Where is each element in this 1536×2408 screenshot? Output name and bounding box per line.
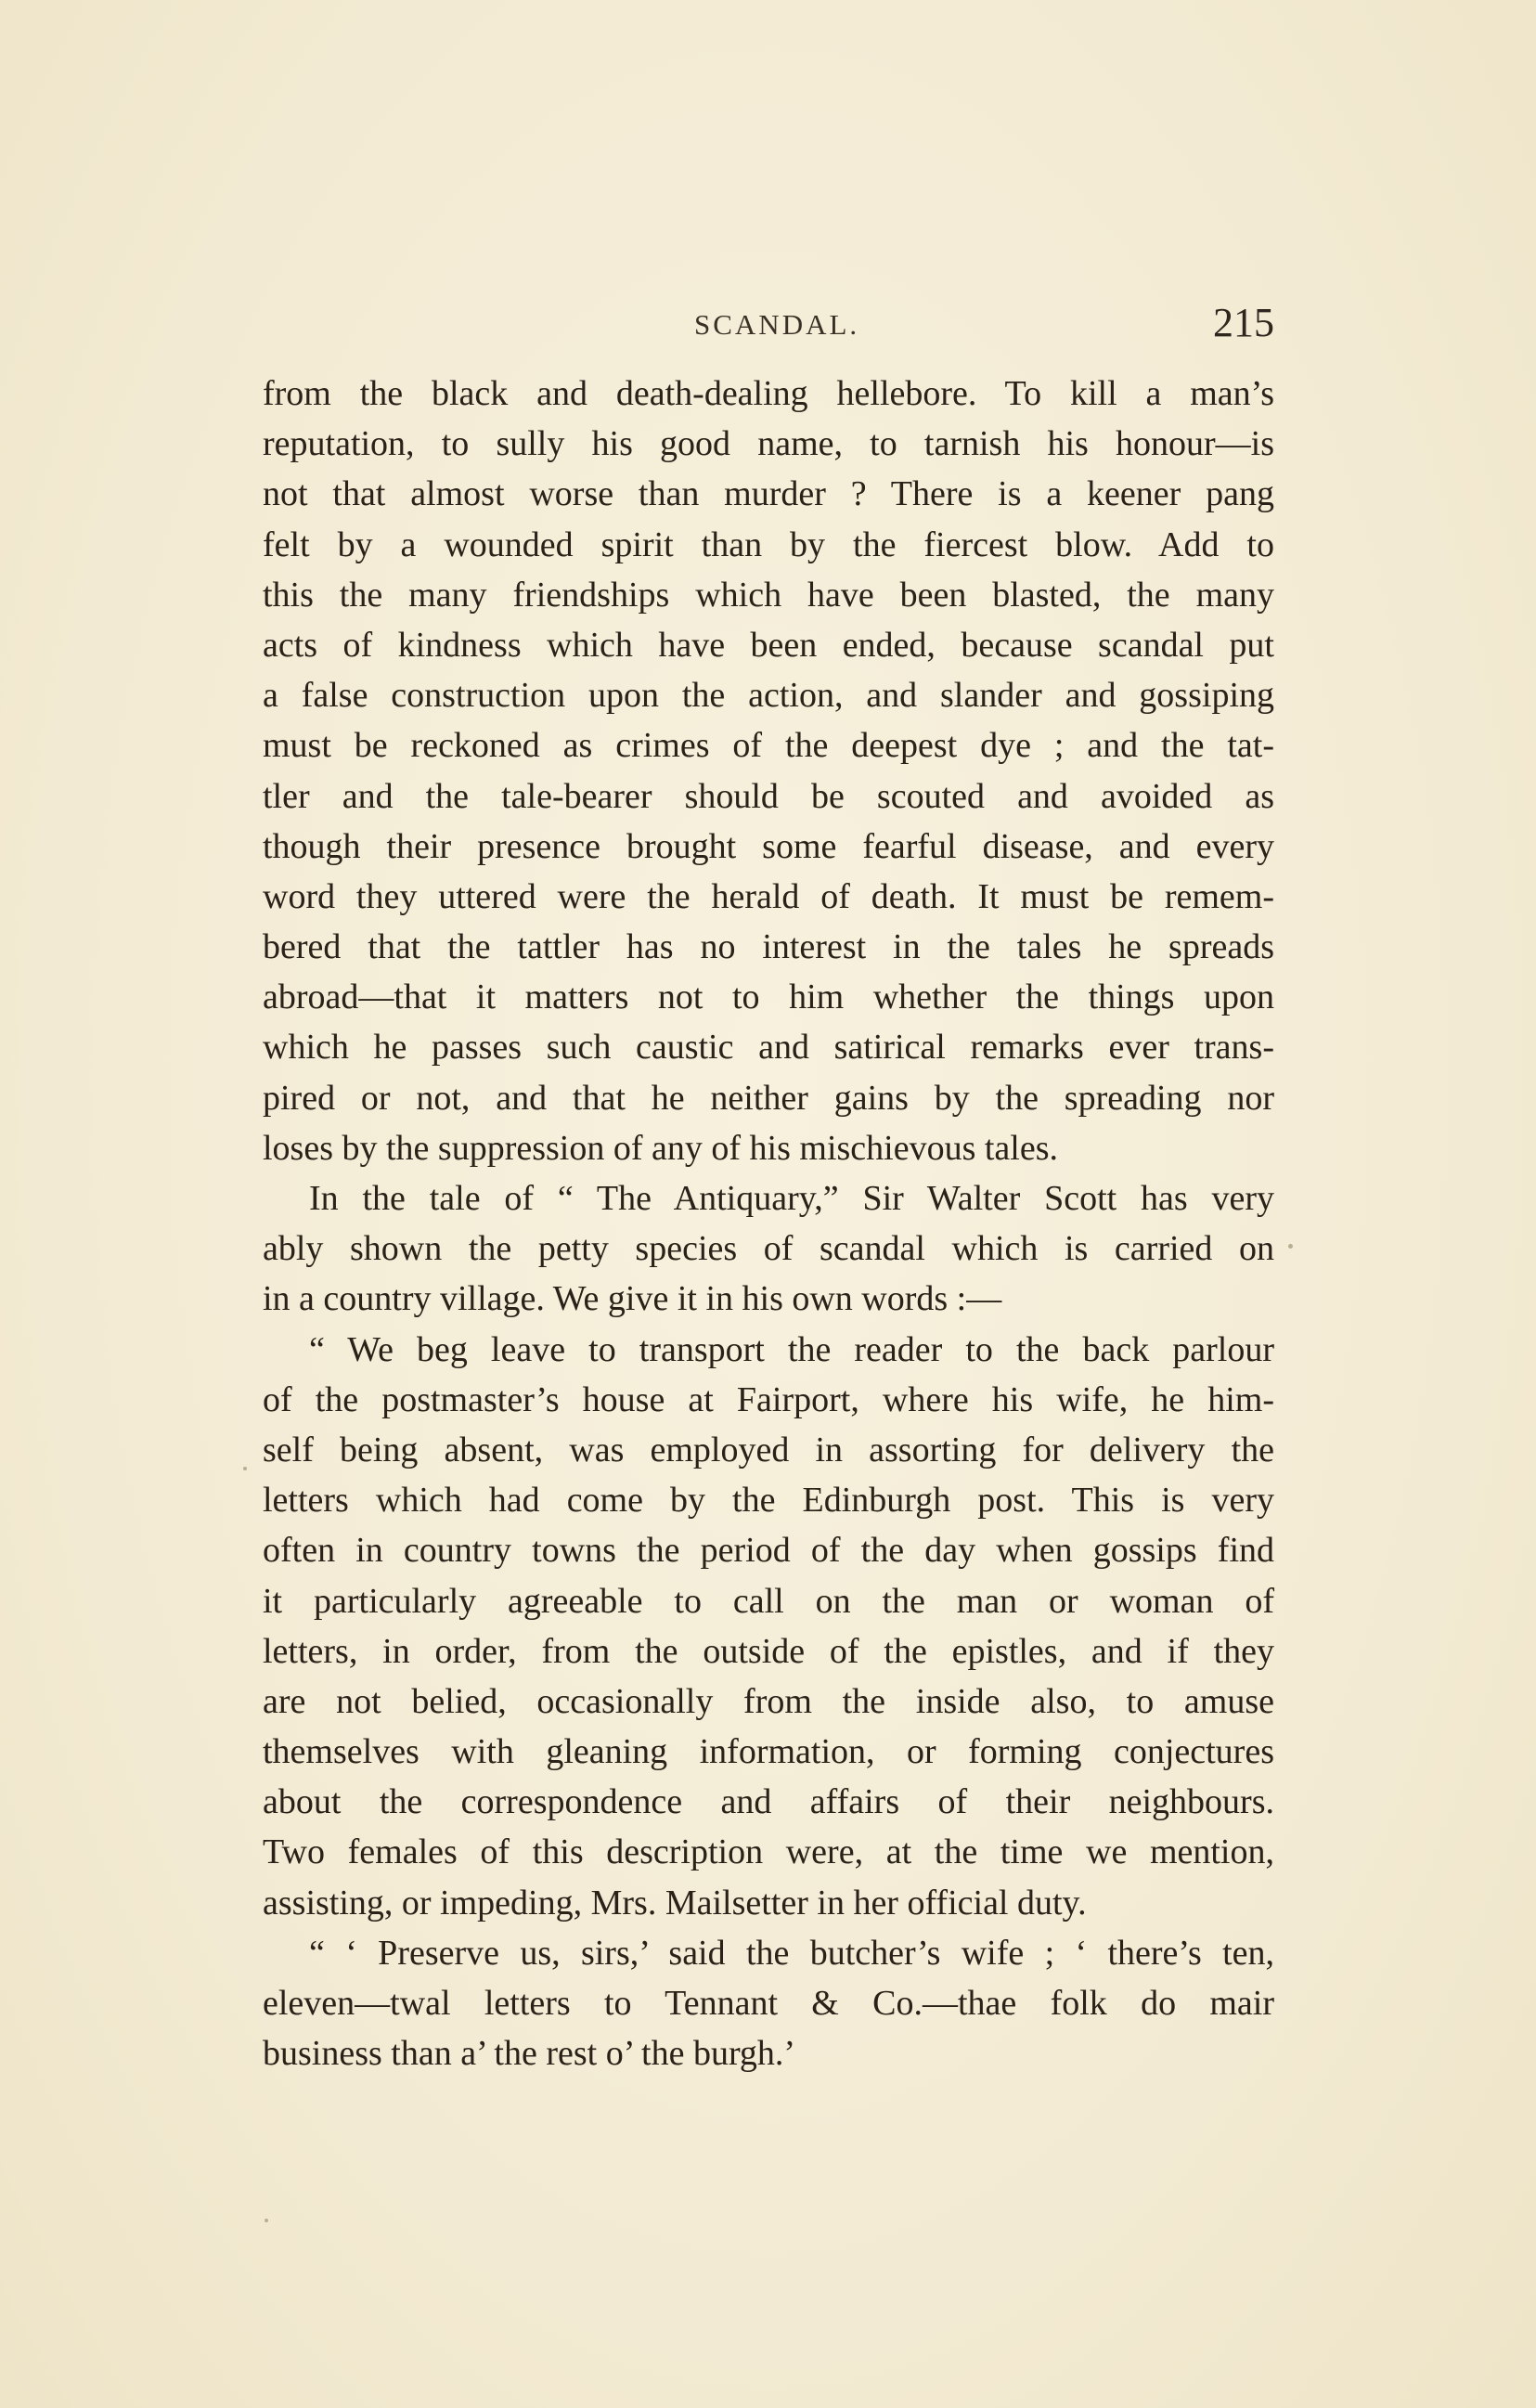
text-line: assisting, or impeding, Mrs. Mailsetter in her official duty. (263, 1883, 1087, 1923)
text-line: which he passes such caustic and satirical remarks ever trans- (263, 1028, 1274, 1068)
paper-speck (1288, 1244, 1293, 1249)
text-line: in a country village. We give it in his own words :— (263, 1279, 1002, 1319)
text-line: self being absent, was employed in assorting for delivery the (263, 1430, 1274, 1469)
text-line: about the correspondence and affairs of their neighbours. (263, 1782, 1274, 1822)
text-line: themselves with gleaning information, or forming conjectures (263, 1732, 1274, 1772)
text-line: ably shown the petty species of scandal which is carried on (263, 1229, 1274, 1269)
text-line: loses by the suppression of any of his mischievous tales. (263, 1128, 1059, 1168)
text-line: bered that the tattler has no interest in the tales he spreads (263, 927, 1274, 967)
text-line: a false construction upon the action, and slander and gossiping (263, 676, 1274, 716)
text-line: it particularly agreeable to call on the man or woman of (263, 1581, 1274, 1621)
paragraph (263, 1325, 1274, 1928)
paper-speck (265, 2219, 268, 2222)
text-line: business than a’ the rest o’ the burgh.’ (263, 2034, 796, 2074)
text-line: this the many friendships which have been blasted, the many (263, 575, 1274, 615)
text-line: acts of kindness which have been ended, because scandal put (263, 625, 1274, 665)
paper-speck (243, 1467, 247, 1470)
text-line: are not belied, occasionally from the inside also, to amuse (263, 1681, 1274, 1721)
text-line: not that almost worse than murder ? There is a keener pang (263, 474, 1274, 514)
text-line: abroad—that it matters not to him whether the things upon (263, 977, 1274, 1017)
text-line: of the postmaster’s house at Fairport, where his wife, he him- (263, 1379, 1274, 1419)
text-line: pired or not, and that he neither gains by the spreading nor (263, 1078, 1274, 1118)
text-line: though their presence brought some fearful disease, and every (263, 826, 1274, 866)
text-line: reputation, to sully his good name, to tarnish his honour—is (263, 424, 1274, 464)
running-title: SCANDAL. (694, 308, 860, 341)
text-line: “ ‘ Preserve us, sirs,’ said the butcher’s wife ; ‘ there’s ten, (309, 1933, 1274, 1973)
text-line: felt by a wounded spirit than by the fiercest blow. Add to (263, 524, 1274, 564)
text-line: letters, in order, from the outside of the epistles, and if they (263, 1631, 1274, 1671)
text-line: tler and the tale-bearer should be scouted and avoided as (263, 776, 1274, 816)
page-number: 215 (1213, 300, 1274, 345)
body-text (263, 369, 1274, 2078)
page-header (263, 299, 1274, 355)
text-line: word they uttered were the herald of death. It must be remem- (263, 876, 1274, 916)
text-line: Two females of this description were, at the time we mention, (263, 1832, 1274, 1872)
text-line: must be reckoned as crimes of the deepest dye ; and the tat- (263, 726, 1274, 766)
paragraph (263, 369, 1274, 1173)
paragraph (263, 1928, 1274, 2079)
text-line: from the black and death-dealing hellebore. To kill a man’s (263, 374, 1274, 413)
text-line: letters which had come by the Edinburgh post. This is very (263, 1481, 1274, 1521)
text-line: In the tale of “ The Antiquary,” Sir Walter Scott has very (309, 1179, 1274, 1218)
text-line: eleven—twal letters to Tennant & Co.—thae folk do mair (263, 1984, 1274, 2023)
text-line: often in country towns the period of the day when gossips find (263, 1531, 1274, 1571)
text-line: “ We beg leave to transport the reader to the back parlour (309, 1329, 1274, 1369)
paragraph (263, 1173, 1274, 1325)
